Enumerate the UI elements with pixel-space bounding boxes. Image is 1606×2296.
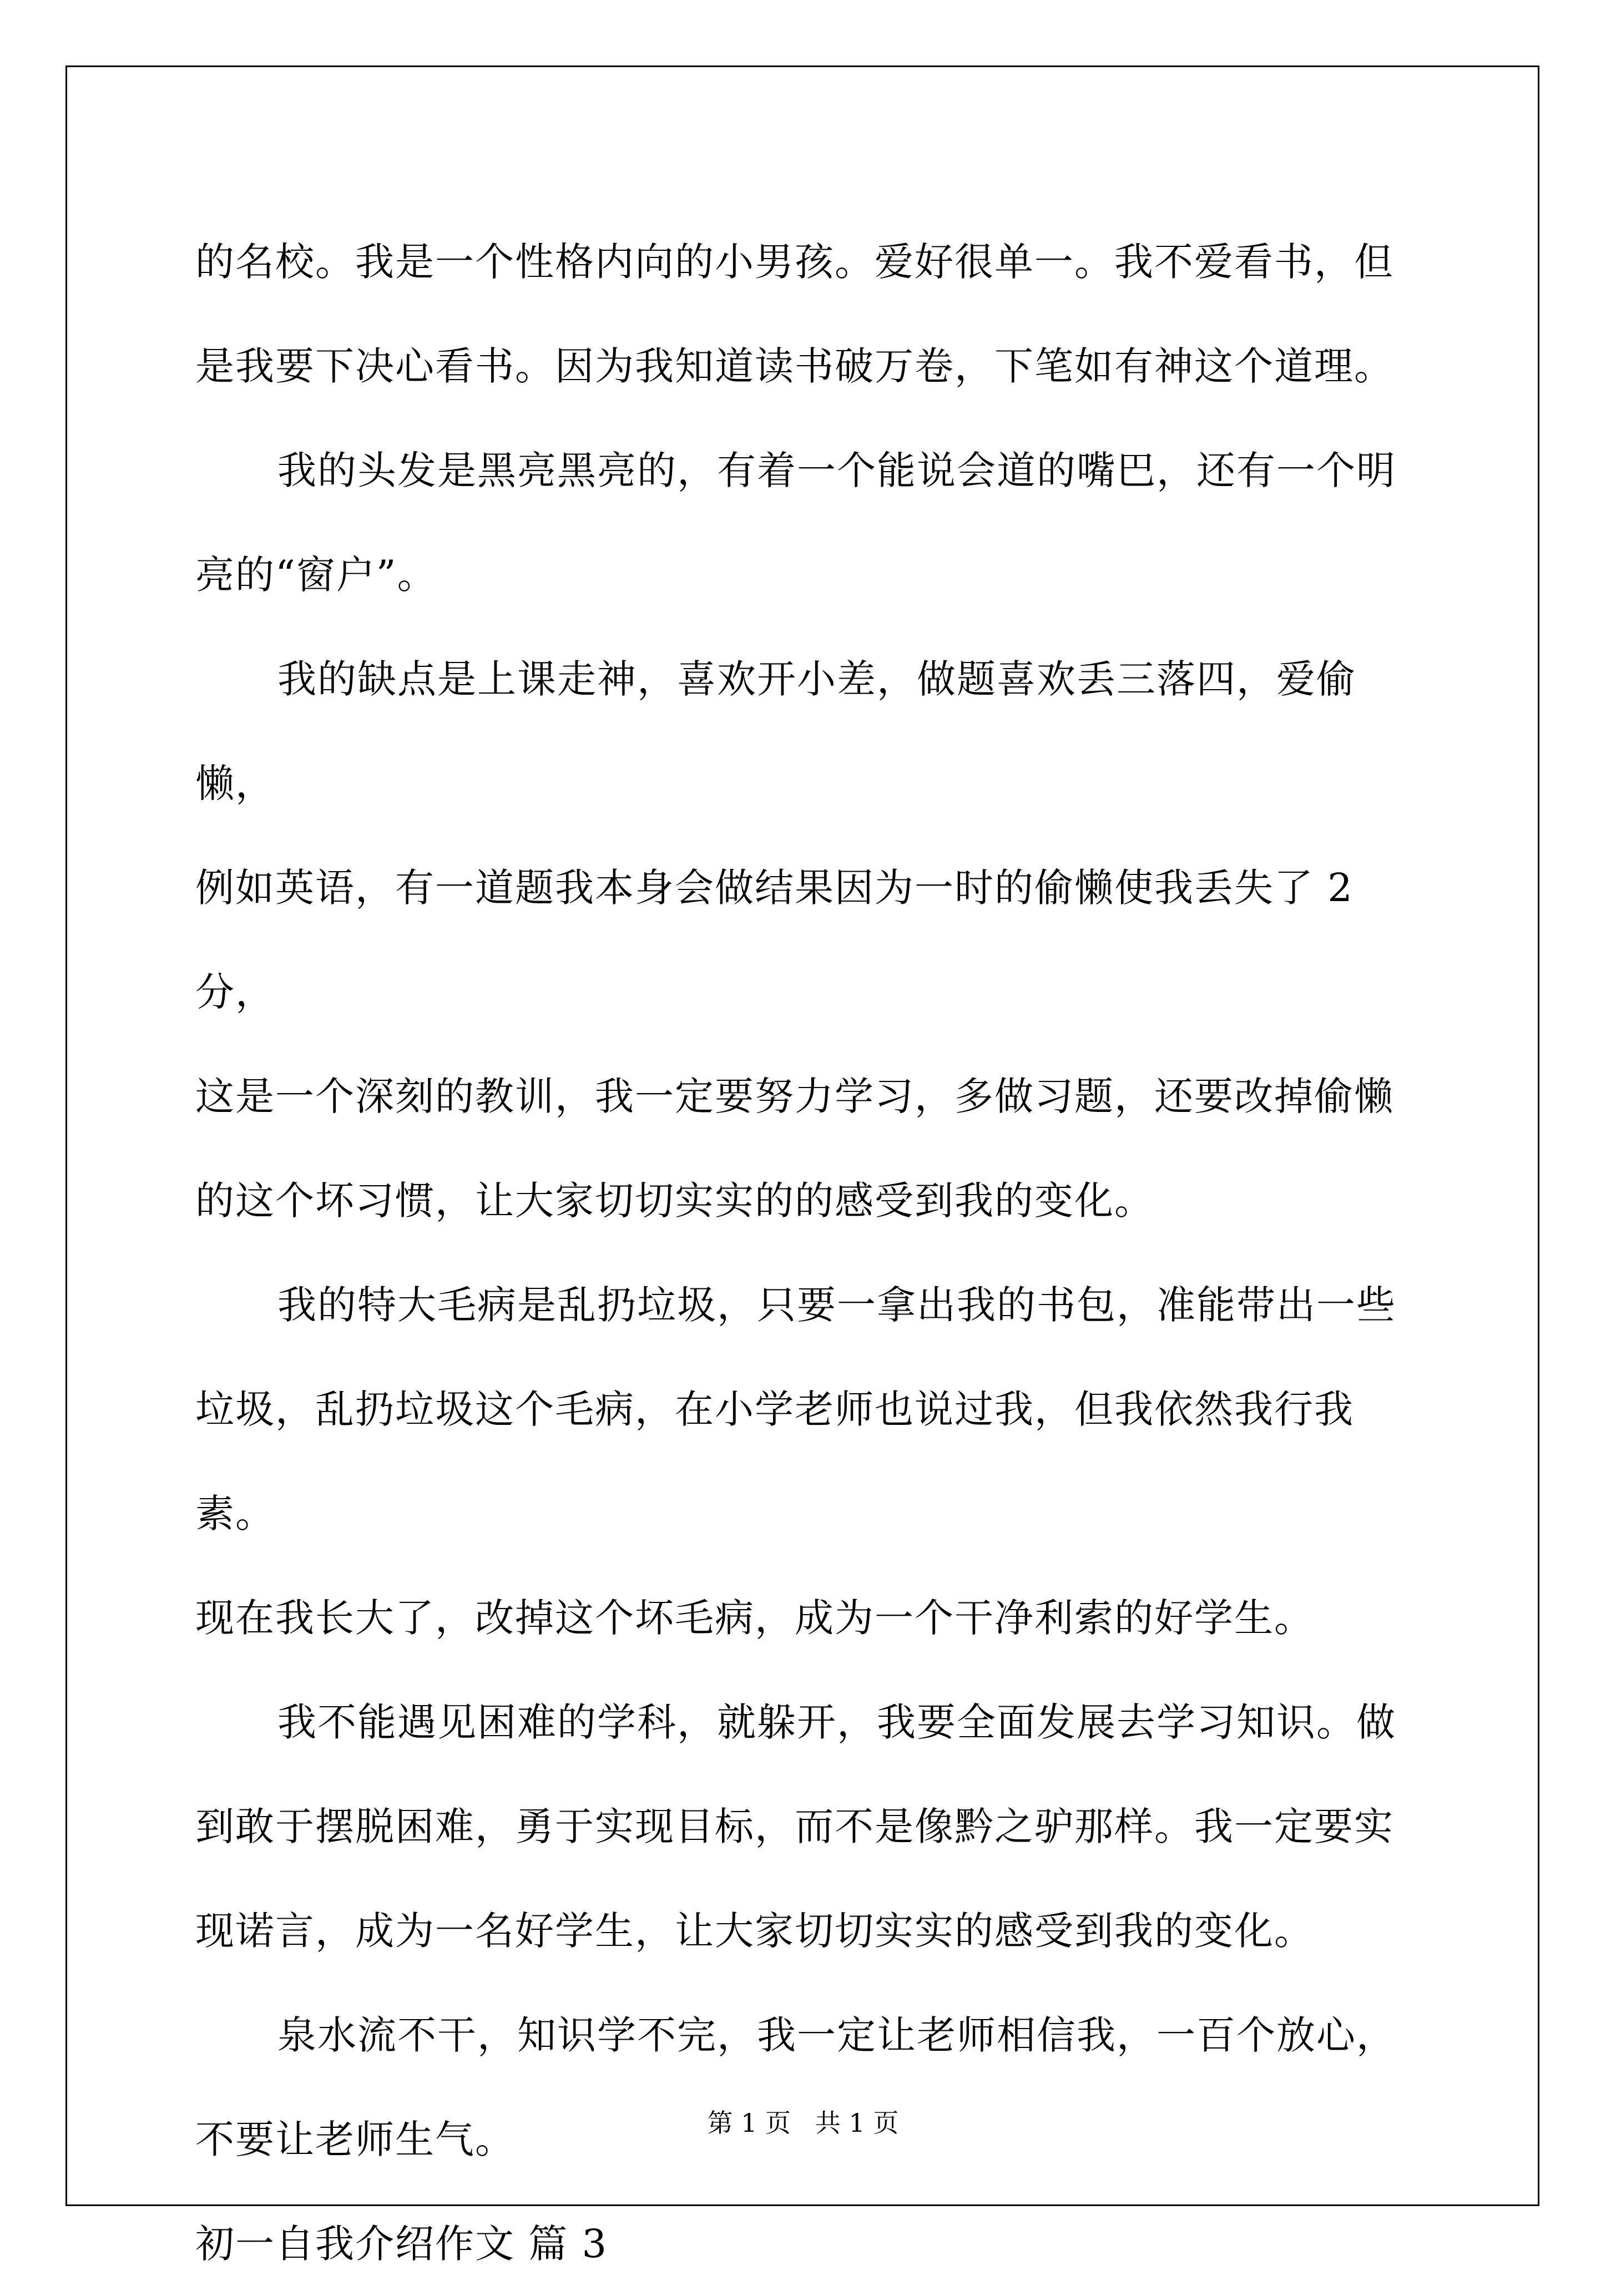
text-line: 是我要下决心看书。因为我知道读书破万卷，下笔如有神这个道理。 (195, 343, 1394, 389)
text-line: 不要让老师生气。 (195, 2117, 515, 2162)
text-line: 这是一个深刻的教训，我一定要努力学习，多做习题，还要改掉偷懒 (195, 1074, 1394, 1119)
text-line: 我的头发是黑亮黑亮的，有着一个能说会道的嘴巴，还有一个明 (277, 448, 1396, 493)
page-number: 第 1 页 共 1 页 (707, 2108, 899, 2138)
paragraph-5 (195, 1670, 1416, 1983)
text-line: 现诺言，成为一名好学生，让大家切切实实的感受到我的变化。 (195, 1908, 1314, 1954)
text-line: 例如英语，有一道题我本身会做结果因为一时的偷懒使我丢失了 2 分， (195, 865, 1354, 1015)
paragraph-4 (195, 1253, 1416, 1670)
text-line: 垃圾，乱扔垃圾这个毛病，在小学老师也说过我，但我依然我行我素。 (195, 1387, 1354, 1536)
text-line: 的这个坏习惯，让大家切切实实的的感受到我的变化。 (195, 1178, 1154, 1223)
text-line: 我的特大毛病是乱扔垃圾，只要一拿出我的书包，准能带出一些 (277, 1282, 1396, 1328)
text-line: 现在我长大了，改掉这个坏毛病，成为一个干净利索的好学生。 (195, 1595, 1314, 1641)
page-footer (0, 2103, 1606, 2140)
section-heading: 初一自我介绍作文 篇 3 (195, 2221, 608, 2267)
paragraph-1 (195, 210, 1416, 418)
paragraph-3 (195, 627, 1416, 1253)
text-line: 我不能遇见困难的学科，就躲开，我要全面发展去学习知识。做 (277, 1700, 1396, 1745)
paragraph-6 (195, 1983, 1416, 2192)
document-body (195, 210, 1416, 2296)
paragraph-2 (195, 418, 1416, 627)
text-line: 到敢于摆脱困难，勇于实现目标，而不是像黔之驴那样。我一定要实 (195, 1804, 1394, 1849)
text-line: 的名校。我是一个性格内向的小男孩。爱好很单一。我不爱看书，但 (195, 239, 1394, 285)
text-line: 泉水流不干，知识学不完，我一定让老师相信我，一百个放心， (277, 2012, 1396, 2058)
text-line: 我的缺点是上课走神，喜欢开小差，做题喜欢丢三落四，爱偷懒， (195, 656, 1356, 806)
text-line: 亮的“窗户”。 (195, 552, 437, 598)
